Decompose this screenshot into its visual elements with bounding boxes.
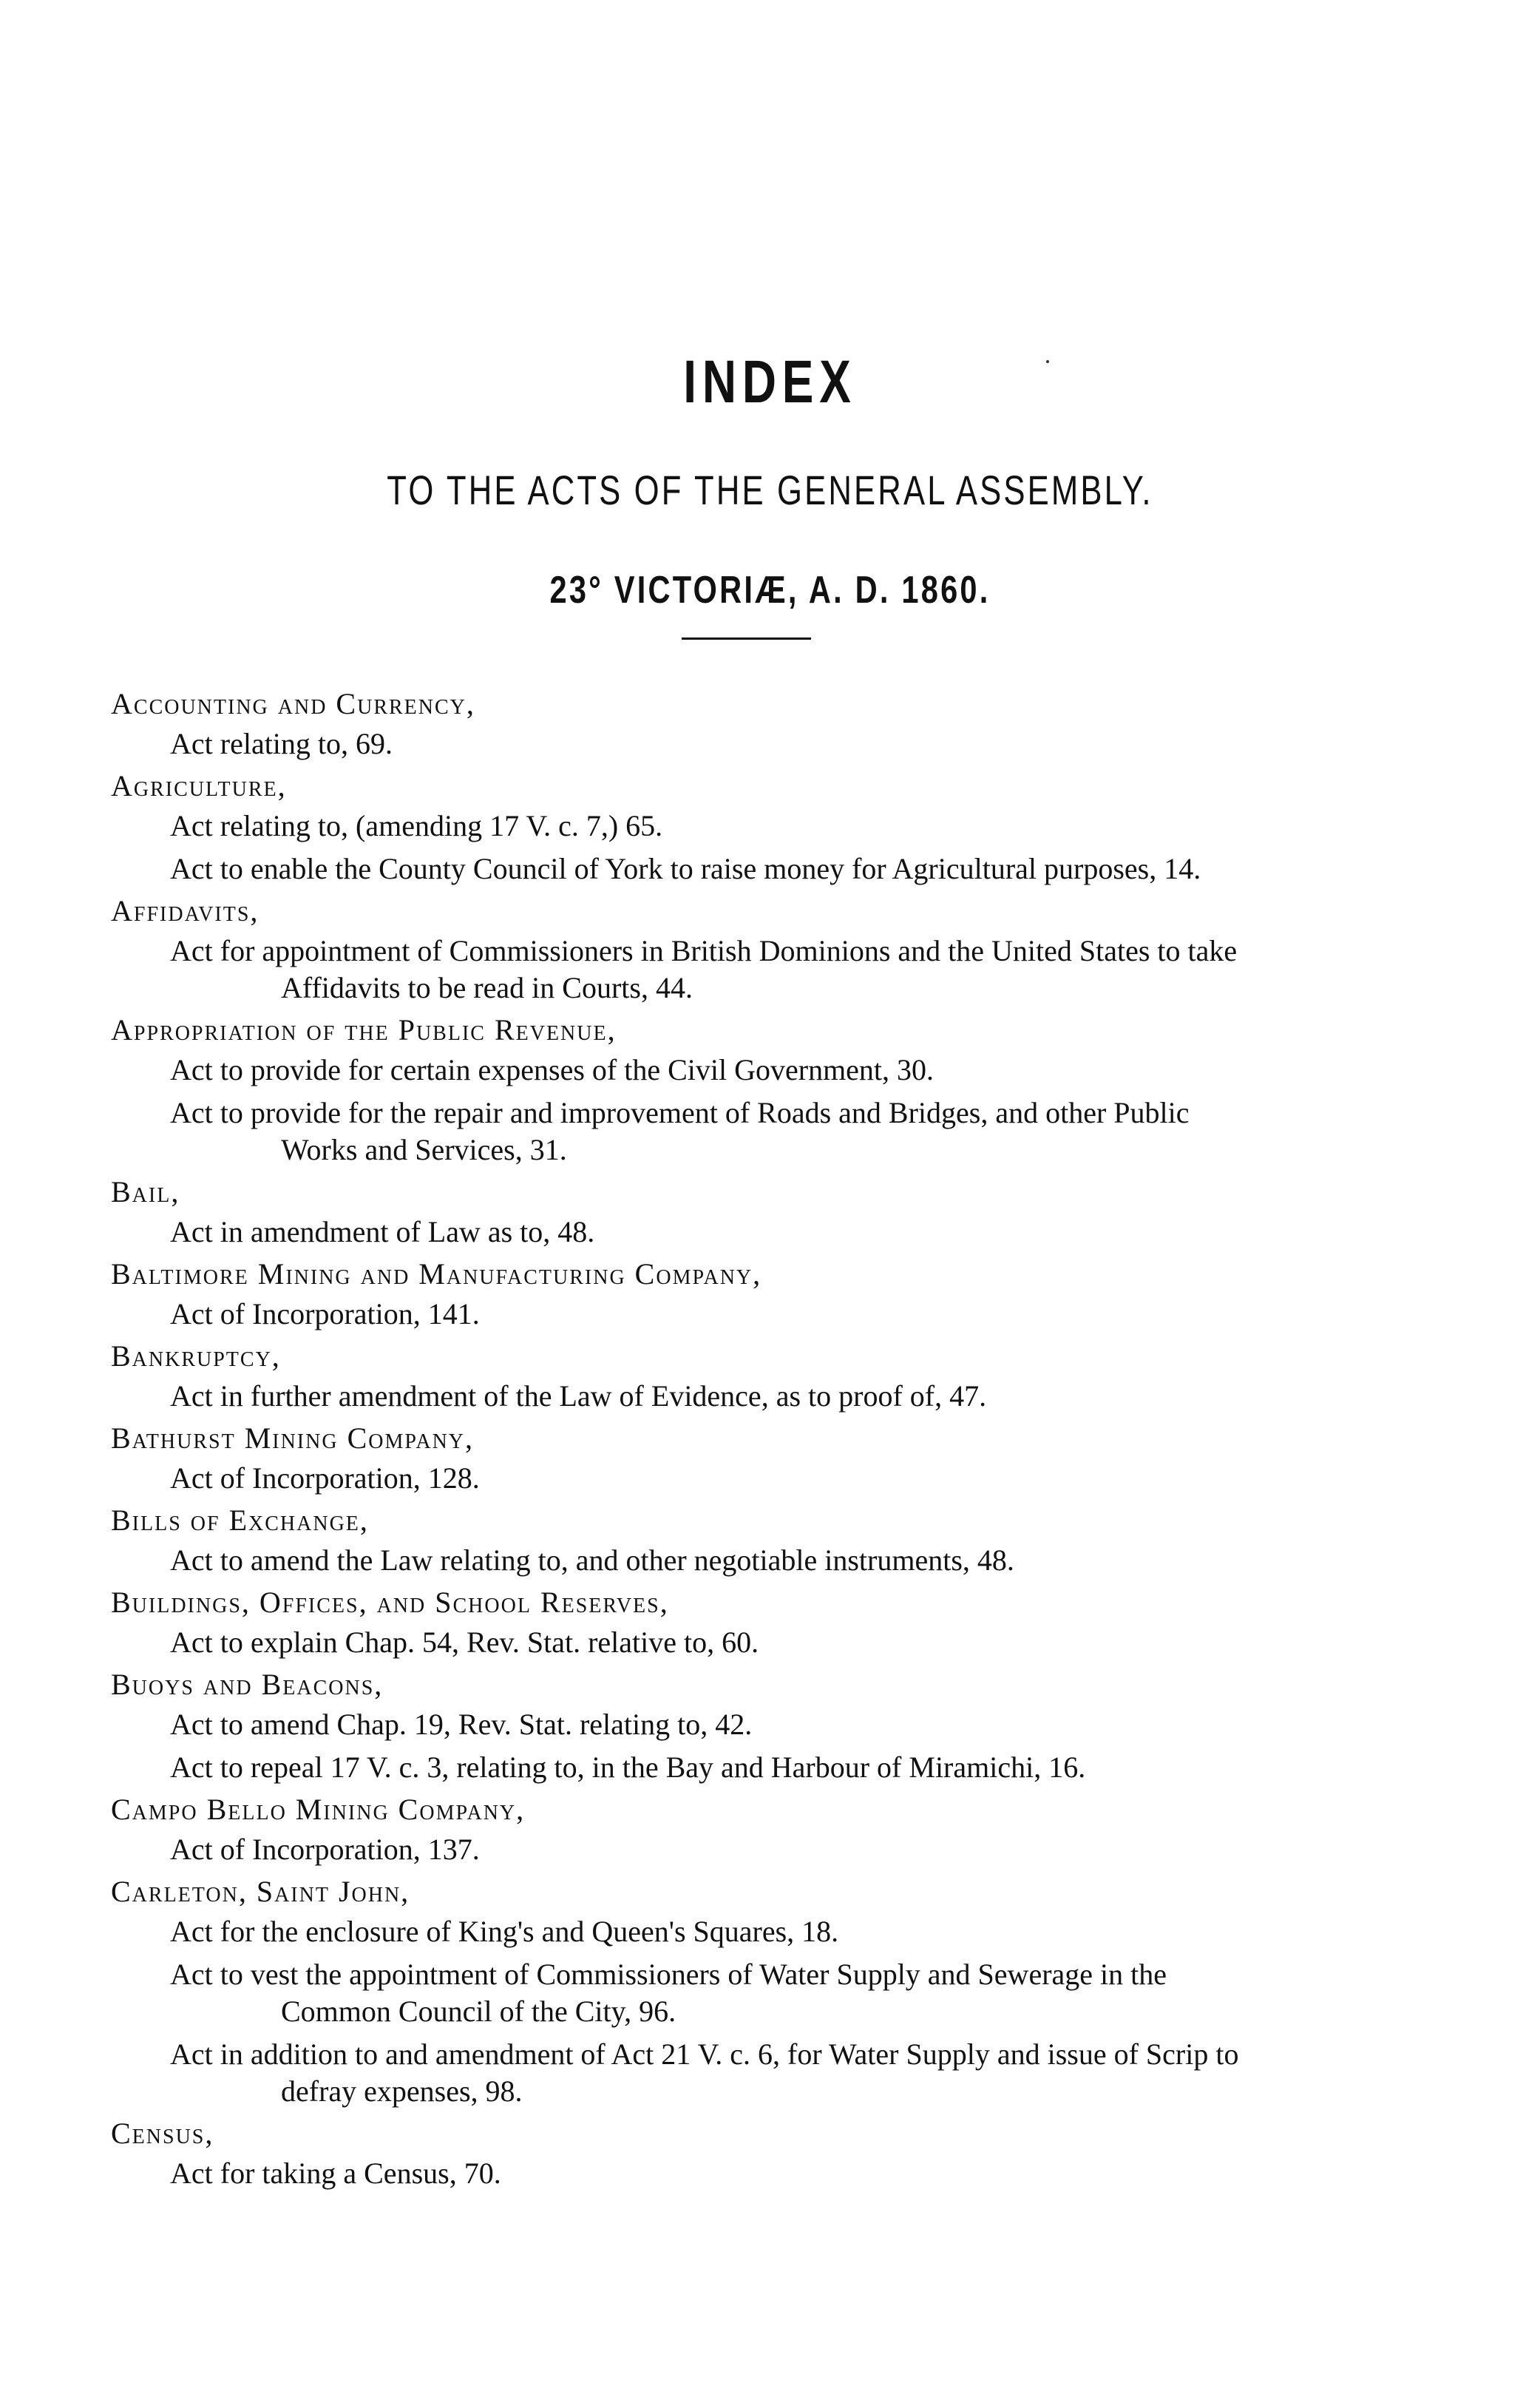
index-entry [111, 2115, 1264, 2192]
act-line: Act for the enclosure of King's and Queen's Squares, 18. [170, 1915, 839, 1948]
act-line: Act relating to, 69. [170, 727, 393, 760]
entry-heading: Buoys and Beacons, [111, 1668, 384, 1701]
index-entry [111, 1420, 1264, 1497]
index-entry [111, 1256, 1264, 1333]
index-entry [111, 768, 1264, 887]
index-entry [111, 686, 1264, 762]
index-entry [111, 1502, 1264, 1579]
act-line: Act of Incorporation, 128. [170, 1461, 480, 1495]
index-entries [111, 680, 1264, 2192]
act-line: Act relating to, (amending 17 V. c. 7,) 65. [170, 809, 663, 842]
index-entry [111, 1791, 1264, 1868]
index-entry [111, 1873, 1264, 2110]
act-line: Act for appointment of Commissioners in British Dominions and the United States to take Affidavits to be read in Courts, 44. [170, 934, 1238, 1004]
act-line: Act to explain Chap. 54, Rev. Stat. relative to, 60. [170, 1626, 759, 1659]
act-line: Act in addition to and amendment of Act 21 V. c. 6, for Water Supply and issue of Scrip to defray expenses, 98. [170, 2037, 1239, 2108]
index-entry [111, 1338, 1264, 1415]
print-speck [1046, 360, 1049, 363]
entry-heading: Bills of Exchange, [111, 1504, 369, 1537]
act-line: Act to provide for certain expenses of the Civil Government, 30. [170, 1053, 934, 1086]
index-entry [111, 1174, 1264, 1251]
act-line: Act to amend the Law relating to, and other negotiable instruments, 48. [170, 1543, 1014, 1577]
act-line: Act to vest the appointment of Commissioners of Water Supply and Sewerage in the Common Council of the City, 96. [170, 1958, 1167, 2028]
entry-heading: Bail, [111, 1175, 180, 1208]
act-line: Act to enable the County Council of York to raise money for Agricultural purposes, 14. [170, 852, 1201, 885]
act-line: Act of Incorporation, 141. [170, 1297, 480, 1330]
entry-heading: Accounting and Currency, [111, 687, 475, 720]
act-line: Act to provide for the repair and improvement of Roads and Bridges, and other Public Works and Services, 31. [170, 1096, 1190, 1166]
entry-heading: Baltimore Mining and Manufacturing Company, [111, 1257, 762, 1291]
entry-heading: Agriculture, [111, 769, 287, 802]
act-line: Act in further amendment of the Law of Evidence, as to proof of, 47. [170, 1379, 987, 1413]
act-line: Act in amendment of Law as to, 48. [170, 1215, 595, 1248]
page-title: INDEX [683, 348, 857, 416]
index-entry [111, 893, 1264, 1007]
entry-heading: Census, [111, 2117, 214, 2150]
act-line: Act for taking a Census, 70. [170, 2157, 501, 2190]
entry-heading: Bankruptcy, [111, 1339, 281, 1373]
title-rule [682, 637, 811, 640]
entry-heading: Appropriation of the Public Revenue, [111, 1013, 617, 1046]
entry-heading: Campo Bello Mining Company, [111, 1793, 526, 1826]
index-entry [111, 1584, 1264, 1661]
entry-heading: Affidavits, [111, 894, 260, 927]
page-subtitle: TO THE ACTS OF THE GENERAL ASSEMBLY. [387, 467, 1153, 513]
entry-heading: Buildings, Offices, and School Reserves, [111, 1586, 669, 1619]
index-entry [111, 1012, 1264, 1169]
act-line: Act to amend Chap. 19, Rev. Stat. relating to, 42. [170, 1708, 753, 1741]
index-entry [111, 1666, 1264, 1786]
regnal-year-line: 23° VICTORIÆ, A. D. 1860. [549, 569, 991, 612]
entry-heading: Bathurst Mining Company, [111, 1421, 475, 1455]
act-line: Act to repeal 17 V. c. 3, relating to, in the Bay and Harbour of Miramichi, 16. [170, 1751, 1086, 1784]
act-line: Act of Incorporation, 137. [170, 1833, 480, 1866]
entry-heading: Carleton, Saint John, [111, 1875, 410, 1908]
